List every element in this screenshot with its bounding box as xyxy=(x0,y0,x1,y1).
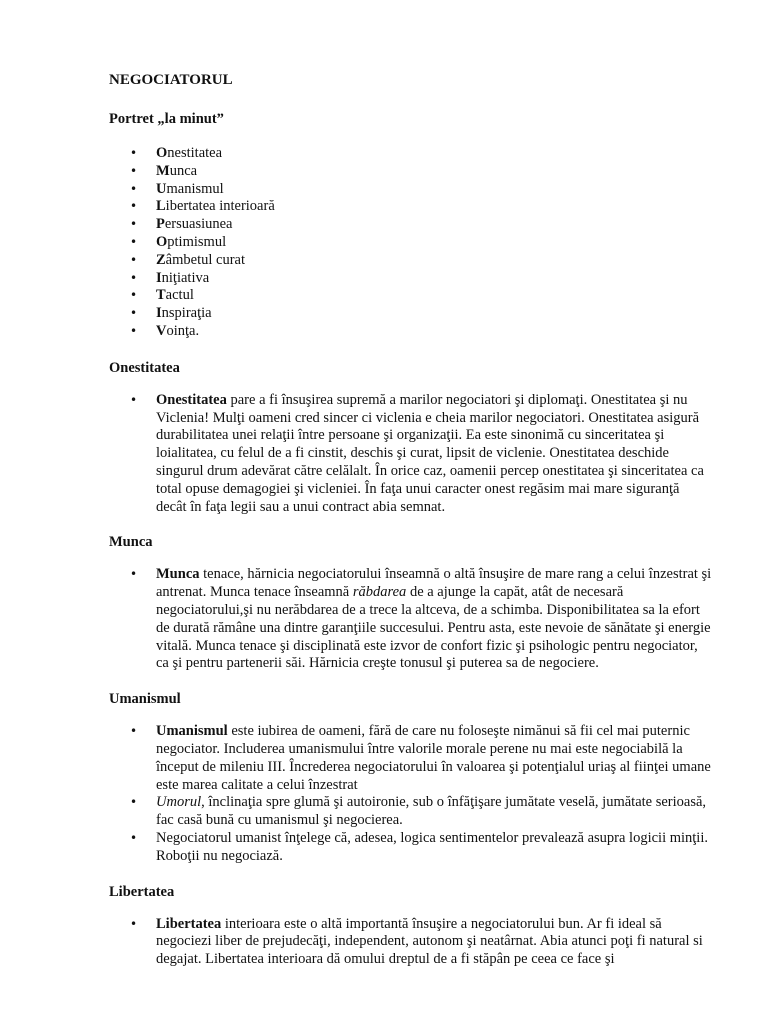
section-onestitatea-list xyxy=(156,392,713,517)
list-item: • Onestitatea pare a fi însuşirea supremă a marilor negociatori şi diplomaţi. Onestitatea şi nu Viclenia! Mulţi oameni cred sincer ci viclenia e cheia marilor negociatori. Onestitatea asigură durabilitatea unei relaţii între persoane şi organizaţii. Ea este sinonimă cu sinceritatea şi loialitatea, cu felul de a fi cinstit, deschis şi curat, lipsit de viclenie. Onestitatea deschide singurul drum adevărat către celălalt. În orice caz, oamenii percep onestitatea şi sinceritatea ca total opuse demagogiei şi vicleniei. În faţa unui caracter onest regăsim mai mare siguranţă decât în faţa legii sau a unui contract abia semnat. xyxy=(156,392,713,517)
section-heading-onestitatea: Onestitatea xyxy=(109,359,180,376)
section-heading-umanismul: Umanismul xyxy=(109,691,181,708)
section-libertatea-list xyxy=(156,916,713,969)
list-item: • Munca xyxy=(156,163,713,181)
document-title: NEGOCIATORUL xyxy=(109,72,233,88)
list-item: • Negociatorul umanist înţelege că, adesea, logica sentimentelor prevalează asupra logicii minţii. Roboţii nu negociază. xyxy=(156,830,713,866)
list-item: • Tactul xyxy=(156,287,713,305)
list-item: • Umanismul este iubirea de oameni, fără de care nu foloseşte nimănui să fii cel mai puternic negociator. Includerea umanismului între valorile morale perene nu mai este negociabilă la început de mileniu III. Încrederea negociatorului în valoarea şi potenţialul uriaş al fiinţei umane este marea calitate a celui înzestrat xyxy=(156,723,713,794)
list-item: • Libertatea interioară xyxy=(156,198,713,216)
list-item: • Iniţiativa xyxy=(156,270,713,288)
list-item: • Umorul, înclinaţia spre glumă şi autoironie, sub o înfăţişare jumătate veselă, jumătate serioasă, fac casă bună cu umanismul şi negocierea. xyxy=(156,794,713,830)
section-umanismul-list xyxy=(156,723,713,865)
list-item: • Zâmbetul curat xyxy=(156,252,713,270)
list-item: • Munca tenace, hărnicia negociatorului înseamnă o altă însuşire de mare rang a celui înzestrat şi antrenat. Munca tenace înseamnă răbdarea de a ajunge la capăt, atât de necesară negociatorului,şi nu nerăbdarea de a trece la altceva, de a schimba. Disponibilitatea sa la efort de durată rămâne una dintre garanţiile succesului. Pentru asta, este nevoie de sănătate şi energie vitală. Munca tenace şi disciplinată este izvor de confort fizic şi psihologic pentru negociator, ca şi pentru partenerii săi. Hărnicia creşte tonusul şi puterea sa de negociere. xyxy=(156,566,713,673)
document-content xyxy=(109,70,713,985)
list-item: • Libertatea interioara este o altă importantă însuşire a negociatorului bun. Ar fi ideal să negociezi liber de prejudecăţi, independent, autonom şi neatârnat. Abia atunci poţi fi natural si degajat. Libertatea interioara dă omului dreptul de a fi stăpân pe ceea ce face şi xyxy=(156,916,713,969)
section-munca-list xyxy=(156,566,713,673)
list-item: • Voinţa. xyxy=(156,323,713,341)
document-subtitle: Portret „la minut” xyxy=(109,111,224,127)
section-heading-munca: Munca xyxy=(109,534,153,551)
list-item: • Persuasiunea xyxy=(156,216,713,234)
list-item: • Onestitatea xyxy=(156,145,713,163)
section-heading-libertatea: Libertatea xyxy=(109,883,175,900)
acronym-list xyxy=(156,145,713,341)
list-item: • Optimismul xyxy=(156,234,713,252)
list-item: • Inspiraţia xyxy=(156,305,713,323)
list-item: • Umanismul xyxy=(156,181,713,199)
